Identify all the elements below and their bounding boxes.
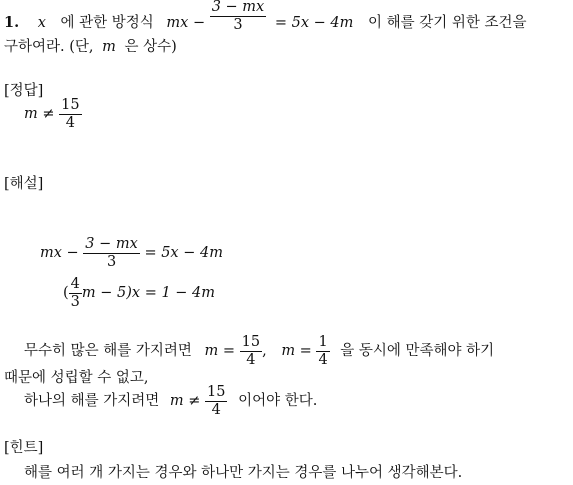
p1-separator: , [262,342,267,359]
p3-text-a: 하나의 해를 가지려면 [24,392,160,409]
eq2-rest: m − 5)x = 1 − 4m [81,284,216,301]
equation-left: mx − [166,15,206,32]
explanation-equation-1 [40,236,223,270]
p1-fraction-2 [316,334,329,368]
p3-m: m ≠ [169,392,201,409]
variable-m: m [102,39,116,55]
fraction-denominator: 3 [233,16,243,33]
answer-header: [정답] [4,83,44,99]
explanation-paragraph-1 [24,334,494,368]
answer-lhs: m ≠ [24,105,55,122]
p1-m1: m = [204,342,236,359]
answer-denominator: 4 [65,114,75,131]
eq2-denominator: 3 [70,293,80,310]
variable-x: x [37,15,46,32]
eq1-numerator: 3 − mx [85,236,138,252]
answer-expression [24,97,82,131]
p1-f2-denominator: 4 [318,351,328,368]
problem-text-a: 에 관한 방정식 [60,15,154,32]
hint-header: [힌트] [4,440,44,456]
answer-fraction [59,97,81,131]
eq1-right: = 5x − 4m [144,244,223,261]
fraction-numerator: 3 − mx [211,0,265,15]
p1-f1-denominator: 4 [246,351,256,368]
eq2-fraction [69,276,82,310]
explanation-header: [해설] [4,176,44,192]
problem-text-2-tail: 은 상수) [124,39,177,55]
eq2-numerator: 4 [70,276,80,292]
explanation-equation-2 [63,276,215,310]
problem-number: 1. [4,14,20,32]
problem-text-2: 구하여라. (단, [4,39,94,55]
equation-fraction [210,0,267,33]
p1-text-a: 무수히 많은 해를 가지려면 [24,342,192,359]
p1-m2: m = [281,342,312,359]
problem-text-b: 이 해를 갖기 위한 조건을 [367,15,527,32]
p1-fraction-1 [240,334,262,368]
problem-line-1 [4,0,527,33]
equation-right: = 5x − 4m [274,15,354,32]
p3-denominator: 4 [211,401,221,418]
p3-fraction [205,384,227,418]
p1-f2-numerator: 1 [318,334,328,350]
hint-text: 해를 여러 개 가지는 경우와 하나만 가지는 경우를 나누어 생각해본다. [24,465,463,481]
p3-numerator: 15 [207,384,226,400]
eq1-fraction [83,236,140,270]
eq1-left: mx − [40,244,79,261]
problem-line-2 [4,40,177,55]
explanation-paragraph-2: 때문에 성립할 수 없고, [4,370,149,386]
eq1-denominator: 3 [106,253,117,270]
p1-f1-numerator: 15 [241,334,261,350]
explanation-paragraph-3 [24,384,317,418]
eq2-open-paren: ( [63,284,69,301]
p1-text-b: 을 동시에 만족해야 하기 [340,342,495,359]
p3-text-b: 이어야 한다. [238,392,318,409]
answer-numerator: 15 [61,97,80,113]
